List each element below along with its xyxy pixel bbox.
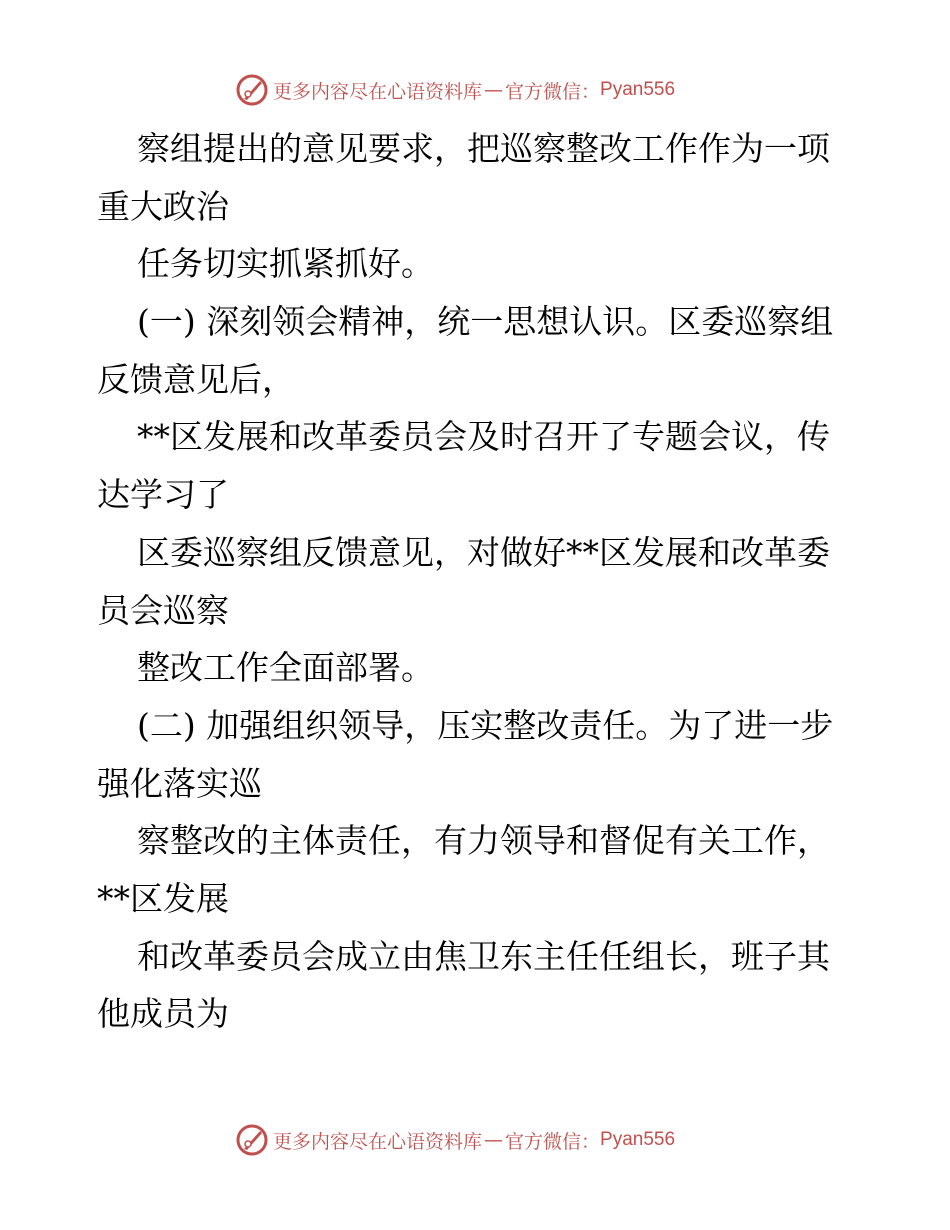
body-text-line: 重大政治 bbox=[97, 186, 229, 226]
banner-separator: — bbox=[484, 1129, 504, 1151]
body-text-line: 察组提出的意见要求，把巡察整改工作作为一项 bbox=[137, 129, 830, 168]
banner-wechat-label: 官方微信： bbox=[505, 1130, 601, 1153]
body-text-line: 察整改的主体责任，有力领导和督促有关工作， bbox=[137, 821, 830, 861]
body-text-line: 他成员为 bbox=[97, 994, 229, 1034]
body-text-line: 整改工作全面部署。 bbox=[137, 648, 434, 688]
banner-wechat-id: Pyan556 bbox=[600, 1129, 676, 1150]
quill-logo-icon bbox=[235, 73, 269, 107]
body-text-line: 达学习了 bbox=[97, 475, 229, 515]
body-text-line: **区发展 bbox=[97, 878, 229, 918]
banner-separator: — bbox=[484, 79, 504, 101]
body-text-line: (二) 加强组织领导，压实整改责任。为了进一步 bbox=[137, 705, 834, 745]
banner-wechat-label: 官方微信： bbox=[505, 80, 601, 103]
footer-banner bbox=[235, 1122, 675, 1158]
body-text-line: 强化落实巡 bbox=[97, 763, 262, 803]
document-body bbox=[97, 120, 857, 1043]
banner-wechat-id: Pyan556 bbox=[600, 79, 676, 100]
body-text-line: 区委巡察组反馈意见，对做好**区发展和改革委 bbox=[137, 532, 830, 572]
body-text-line: 和改革委员会成立由焦卫东主任任组长，班子其 bbox=[137, 936, 830, 976]
body-text-line: **区发展和改革委员会及时召开了专题会议，传 bbox=[137, 417, 830, 457]
body-text-line: 任务切实抓紧抓好。 bbox=[137, 244, 434, 284]
body-text-line: 员会巡察 bbox=[97, 590, 229, 630]
body-text-line: (一) 深刻领会精神，统一思想认识。区委巡察组 bbox=[137, 302, 834, 342]
banner-text: 更多内容尽在心语资料库 bbox=[273, 1130, 483, 1153]
banner-text: 更多内容尽在心语资料库 bbox=[273, 80, 483, 103]
quill-logo-icon bbox=[235, 1123, 269, 1157]
body-text-line: 反馈意见后， bbox=[97, 359, 295, 399]
header-banner bbox=[235, 72, 675, 108]
